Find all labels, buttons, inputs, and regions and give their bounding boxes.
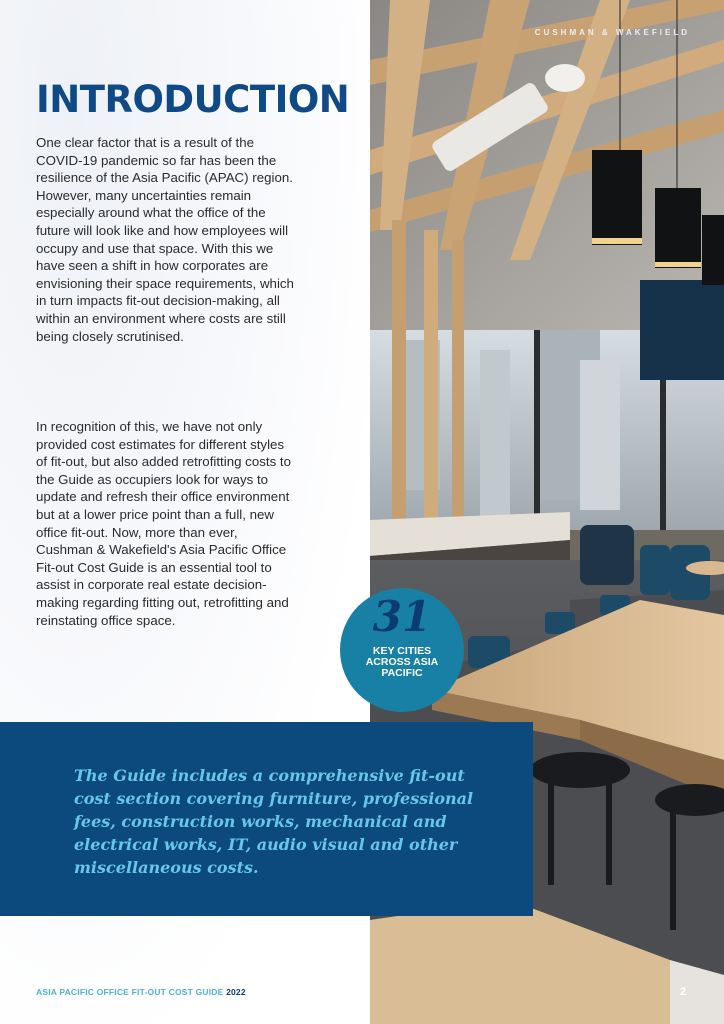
stat-label: KEY CITIES ACROSS ASIA PACIFIC [365, 645, 439, 679]
intro-paragraph-2: In recognition of this, we have not only provided cost estimates for different styles of fit-out, but also added retrofitting costs to the Guide as occupiers look for ways to update and refresh their office environment but at a lower price point than a full, new office fit-out. Now, more than ever, Cushman & Wakefield's Asia Pacific Office Fit-out Cost Guide is an essential tool to assist in corporate real estate decision-making regarding fitting out, retrofitting and reinstating office space. [36, 419, 291, 628]
page-title: INTRODUCTION [36, 78, 350, 121]
footer-title-text: ASIA PACIFIC OFFICE FIT-OUT COST GUIDE [36, 987, 224, 997]
intro-paragraph-1: One clear factor that is a result of the COVID-19 pandemic so far has been the resilience of the Asia Pacific (APAC) region. However, many uncertainties remain especially around what the office of the future will look like and how employees will occupy and use that space. With this we have seen a shift in how corporates are envisioning their space requirements, which in turn impacts fit-out decision-making, all within an environment where costs are still being closely scrutinised. [36, 135, 294, 344]
footer-guide-title [36, 987, 246, 997]
brand-logo-text: CUSHMAN & WAKEFIELD [534, 28, 690, 37]
page-number: 2 [680, 986, 687, 998]
stat-number: 31 [372, 592, 432, 641]
pull-quote: The Guide includes a comprehensive fit-out cost section covering furniture, professional fees, construction works, mechanical and electrical works, IT, audio visual and other miscellaneous costs. [74, 766, 474, 877]
key-cities-stat-badge [340, 588, 464, 712]
footer-year: 2022 [226, 987, 246, 997]
